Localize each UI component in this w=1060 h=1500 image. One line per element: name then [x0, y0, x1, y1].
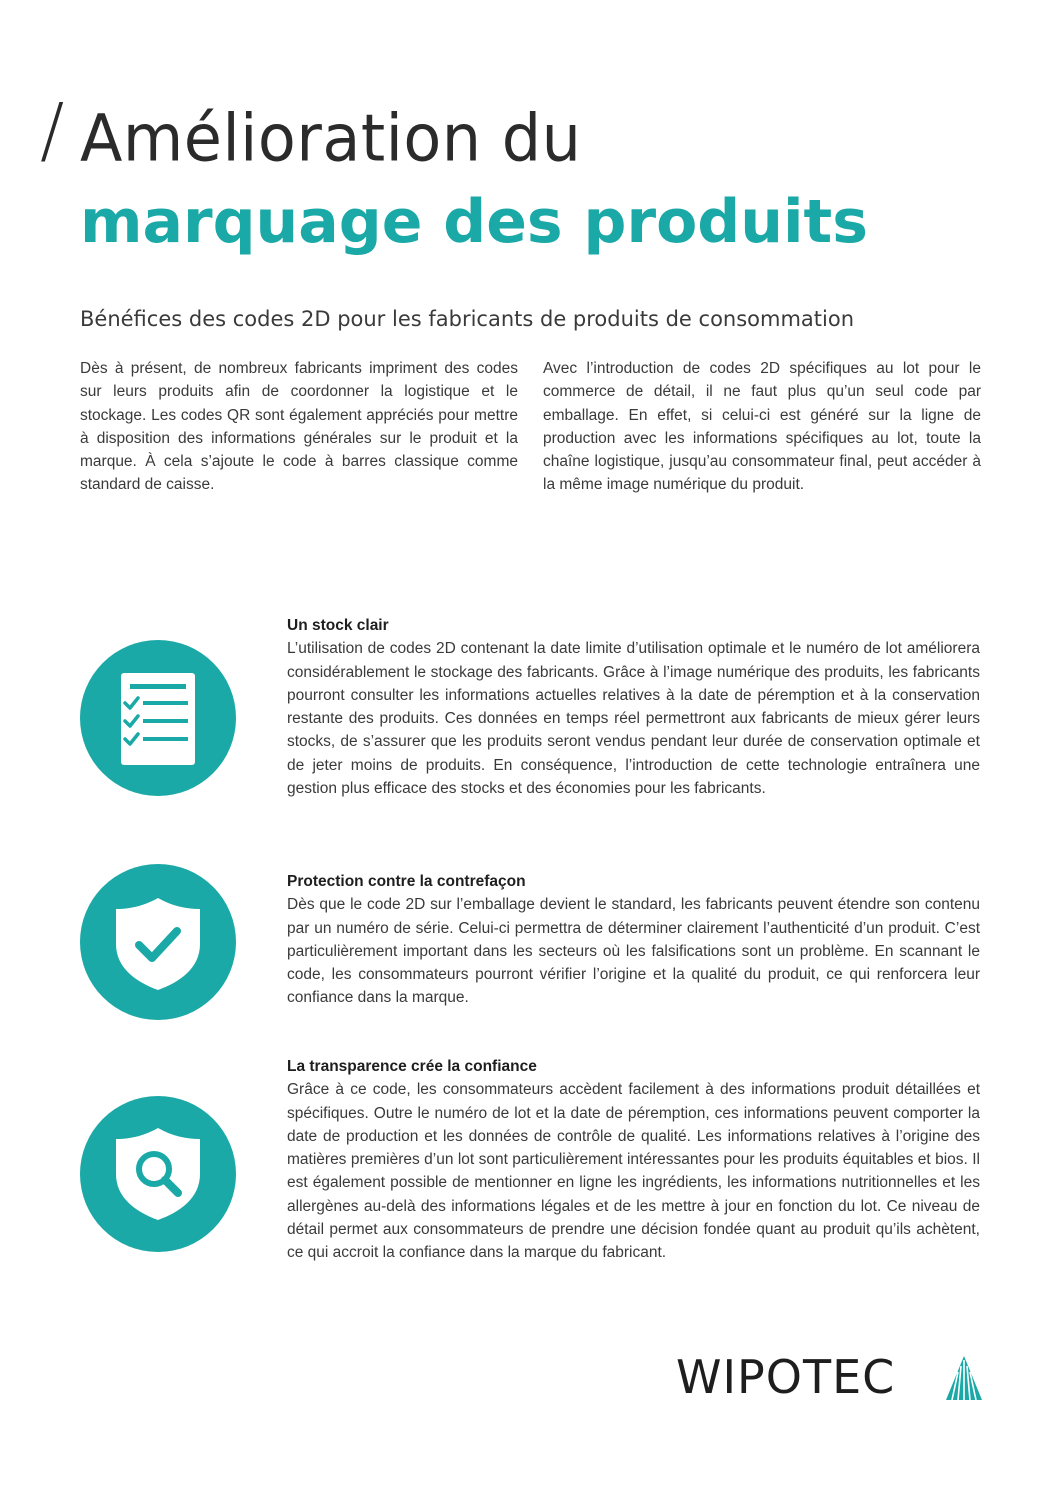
shield-check-icon [80, 864, 236, 1020]
page-title-line-2: marquage des produits [80, 187, 868, 257]
feature-stock [287, 614, 980, 800]
feature-body: Dès que le code 2D sur l’emballage devient le standard, les fabricants peuvent étendre son contenu par un numéro de série. Celui-ci permettra de déterminer clairement l’authenticité d’un produit. C’est particulièrement important dans les secteurs où les falsifications sont un problème. En scannant le code, les consommateurs pourront vérifier l’origine et la qualité du produit, ce qui renforcera leur confiance dans la marque. [287, 896, 980, 1007]
feature-title: Protection contre la contrefaçon [287, 873, 526, 890]
feature-transparency [287, 1055, 980, 1265]
intro-left-paragraph: Dès à présent, de nombreux fabricants impriment des codes sur leurs produits afin de coordonner la logistique et le stockage. Les codes QR sont également appréciés pour mettre à disposition des informations générales sur le produit et la marque. À cela s’ajoute le code à barres classique comme standard de caisse. [80, 360, 518, 494]
feature-body: Grâce à ce code, les consommateurs accèdent facilement à des informations produit détaillées et spécifiques. Outre le numéro de lot et la date de péremption, ces informations peuvent comporter la date de production et les données de contrôle de qualité. Les informations relatives à l’origine des matières premières d’un lot sont particulièrement intéressantes pour les produits équitables et bios. Il est également possible de mentionner en ligne les ingrédients, les informations nutritionnelles et les allergènes au-delà des informations légales et de les mettre à jour en fonction du lot. Ce niveau de détail permet aux consommateurs de prendre une décision fondée quant au produit qu’ils achètent, ce qui accroit la confiance dans la marque du fabricant. [287, 1081, 980, 1262]
wipotec-logo [676, 1352, 982, 1402]
title-slash: / [40, 88, 65, 172]
checklist-icon [80, 640, 236, 796]
feature-title: Un stock clair [287, 617, 389, 634]
logo-text: WIPOTEC [676, 1350, 896, 1404]
feature-body: L’utilisation de codes 2D contenant la date limite d’utilisation optimale et le numéro de lot améliorera considérablement le stockage des fabricants. Grâce à l’image numérique des produits, les fabricants pourront consulter les informations actuelles relatives à la date de péremption et à la conservation restante des produits. Ces données en temps réel permettront aux fabricants de mieux gérer leurs stocks, de s’assurer que les produits seront vendus pendant leur durée de conservation optimale et de jeter moins de produits. En conséquence, l’introduction de cette technologie entraînera une gestion plus efficace des stocks et des économies pour les fabricants. [287, 640, 980, 798]
page-subtitle: Bénéfices des codes 2D pour les fabricants de produits de consommation [80, 307, 855, 331]
intro-right-paragraph: Avec l’introduction de codes 2D spécifiques au lot pour le commerce de détail, il ne faut plus qu’un seul code par emballage. En effet, si celui-ci est généré sur la ligne de production avec les informations spécifiques au lot, toute la chaîne logistique, jusqu’au consommateur final, peut accéder à la même image numérique du produit. [543, 360, 981, 494]
feature-title: La transparence crée la confiance [287, 1058, 537, 1075]
page-title-line-1: Amélioration du [80, 99, 582, 177]
feature-counterfeit [287, 870, 980, 1010]
logo-mark-icon [946, 1356, 982, 1400]
shield-search-icon [80, 1096, 236, 1252]
